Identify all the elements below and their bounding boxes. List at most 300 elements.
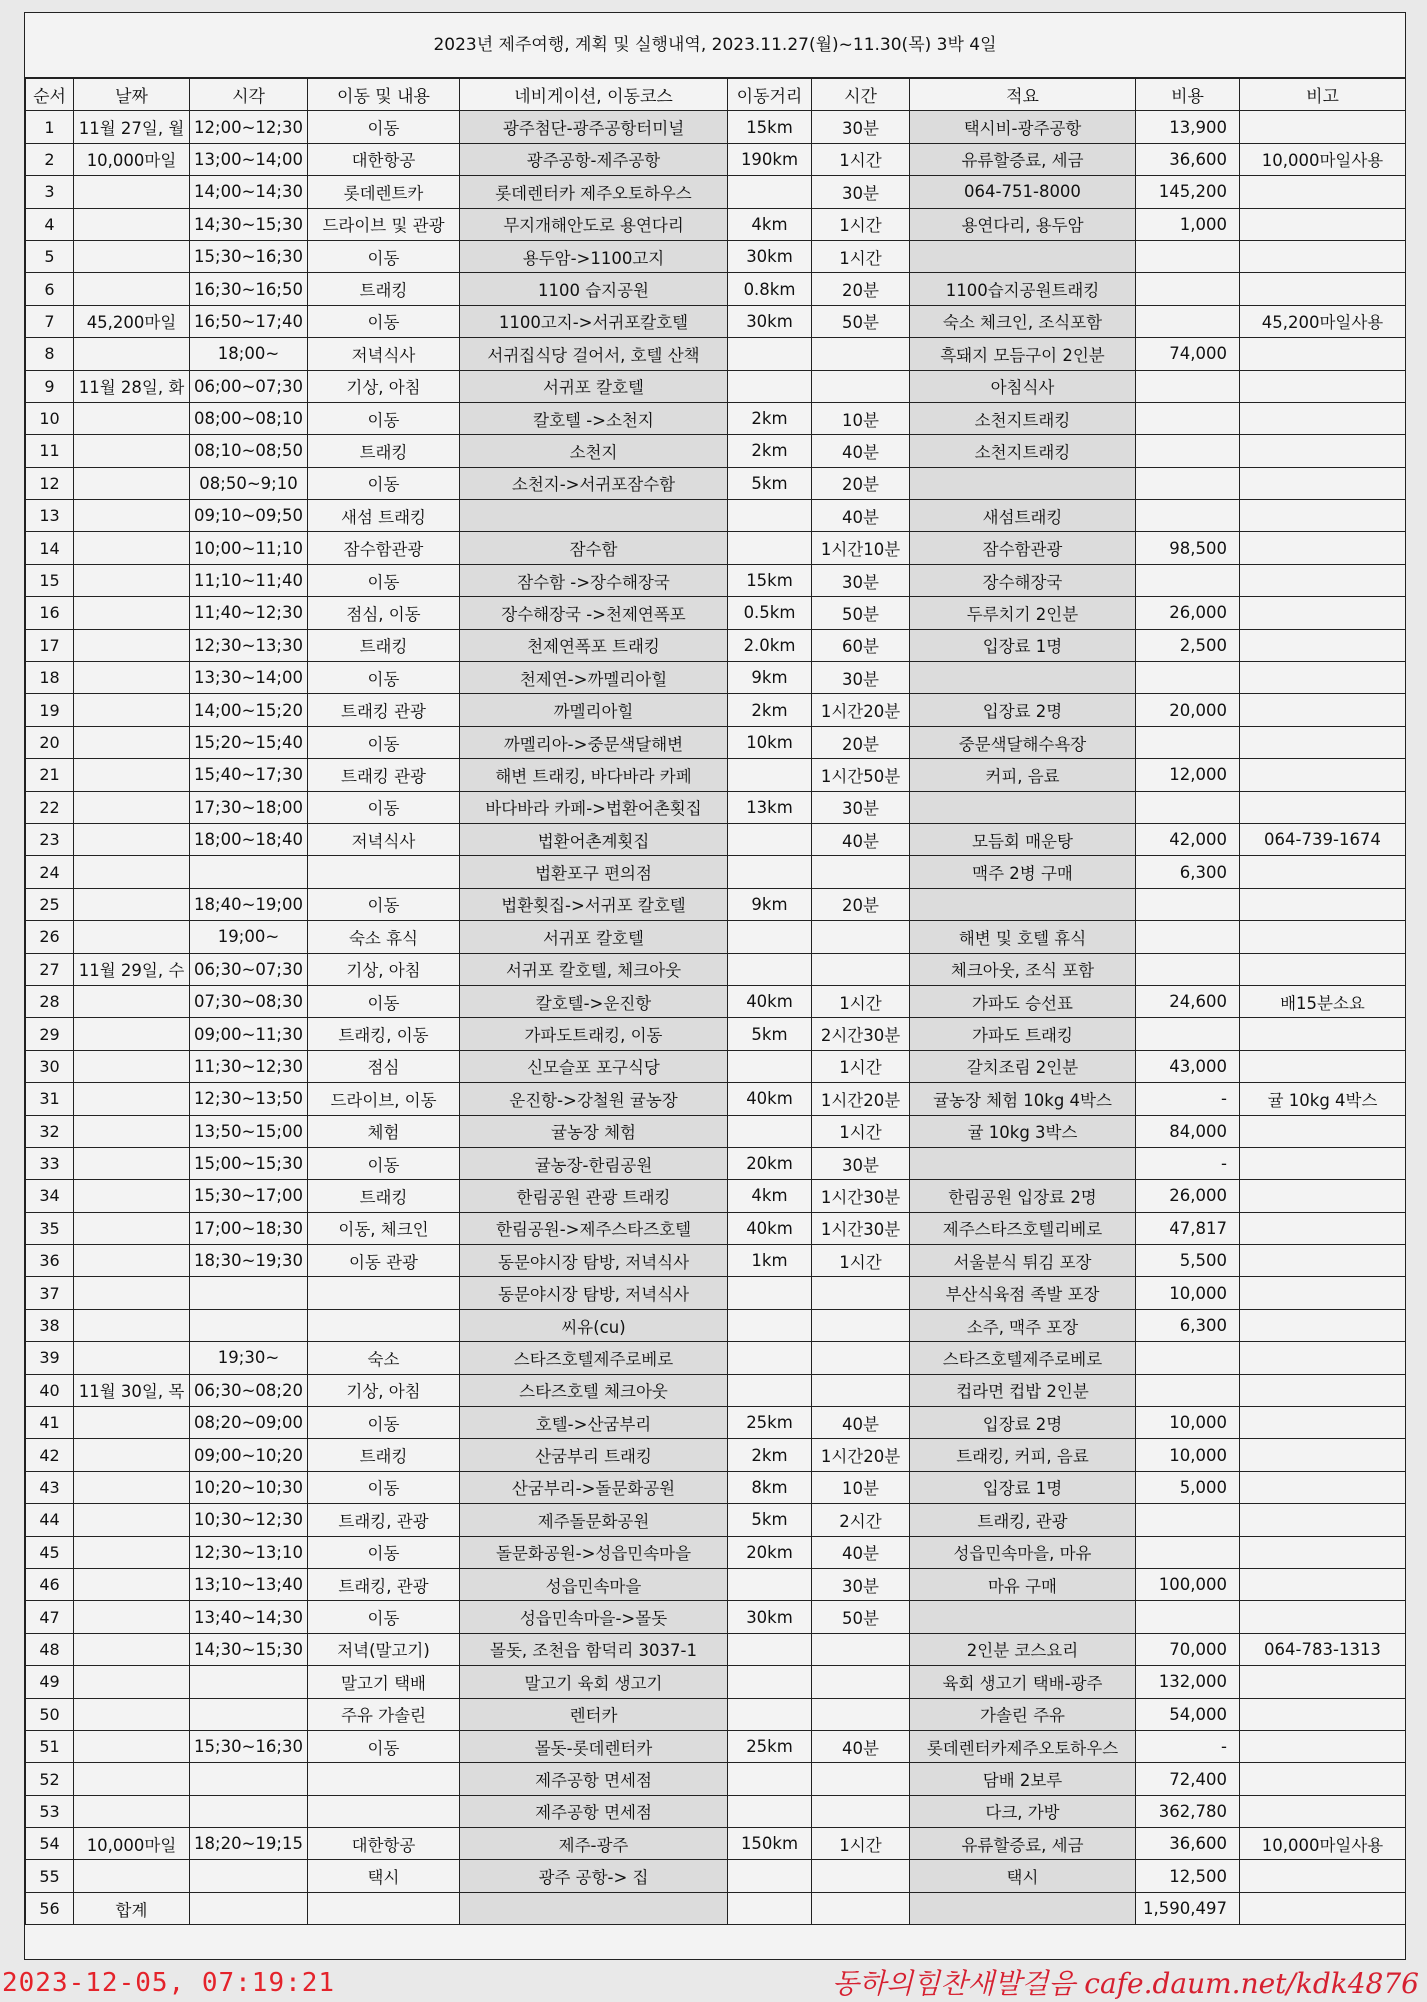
table-row	[26, 1050, 1406, 1082]
cell-cost	[1136, 921, 1240, 953]
cell-duration: 1시간	[812, 1245, 910, 1277]
table-row	[26, 1860, 1406, 1892]
cell-time: 14;30~15;30	[190, 1633, 308, 1665]
cell-activity: 이동 관광	[308, 1245, 460, 1277]
cell-time: 18;30~19;30	[190, 1245, 308, 1277]
cell-note: 체크아웃, 조식 포함	[910, 953, 1136, 985]
cell-cost: 54,000	[1136, 1698, 1240, 1730]
cell-distance: 20km	[728, 1147, 812, 1179]
cell-seq: 10	[26, 402, 74, 434]
cell-remark	[1240, 402, 1406, 434]
cell-remark	[1240, 1763, 1406, 1795]
table-row	[26, 1504, 1406, 1536]
cell-note	[910, 240, 1136, 272]
watermark-credit: 동하의힘찬새발걸음 cafe.daum.net/kdk4876	[831, 1967, 1419, 2000]
cell-distance: 15km	[728, 111, 812, 143]
cell-date: 11월 30일, 목	[74, 1374, 190, 1406]
cell-remark	[1240, 1147, 1406, 1179]
table-row	[26, 953, 1406, 985]
cell-cost	[1136, 888, 1240, 920]
cell-date	[74, 208, 190, 240]
cell-activity	[308, 1309, 460, 1341]
cell-cost: 6,300	[1136, 856, 1240, 888]
cell-activity: 트래킹	[308, 273, 460, 305]
cell-duration: 40분	[812, 823, 910, 855]
cell-activity: 새섬 트래킹	[308, 500, 460, 532]
cell-nav: 칼호텔 ->소천지	[460, 402, 728, 434]
cell-distance: 5km	[728, 467, 812, 499]
cell-cost: 26,000	[1136, 1180, 1240, 1212]
cell-duration: 20분	[812, 726, 910, 758]
cell-date	[74, 273, 190, 305]
cell-time: 08;20~09;00	[190, 1407, 308, 1439]
cell-duration: 1시간30분	[812, 1212, 910, 1244]
photo-timestamp: 2023-12-05, 07:19:21	[2, 1968, 336, 1998]
itinerary-table	[25, 78, 1406, 1925]
cell-seq: 37	[26, 1277, 74, 1309]
cell-distance: 9km	[728, 662, 812, 694]
cell-note: 담배 2보루	[910, 1763, 1136, 1795]
cell-distance: 2.0km	[728, 629, 812, 661]
cell-distance: 4km	[728, 208, 812, 240]
table-row	[26, 273, 1406, 305]
column-header-note: 적요	[910, 79, 1136, 111]
cell-activity: 트래킹	[308, 629, 460, 661]
cell-time	[190, 1763, 308, 1795]
cell-cost	[1136, 1342, 1240, 1374]
cell-duration: 40분	[812, 1407, 910, 1439]
table-row	[26, 532, 1406, 564]
cell-note: 서울분식 튀김 포장	[910, 1245, 1136, 1277]
cell-remark	[1240, 1374, 1406, 1406]
cell-note: 갈치조림 2인분	[910, 1050, 1136, 1082]
cell-cost: 72,400	[1136, 1763, 1240, 1795]
cell-remark	[1240, 1212, 1406, 1244]
cell-nav: 몰돗, 조천읍 함덕리 3037-1	[460, 1633, 728, 1665]
cell-time: 13;30~14;00	[190, 662, 308, 694]
cell-remark	[1240, 564, 1406, 596]
cell-note	[910, 1147, 1136, 1179]
cell-duration: 1시간	[812, 1828, 910, 1860]
cell-time: 12;00~12;30	[190, 111, 308, 143]
table-row	[26, 791, 1406, 823]
cell-cost	[1136, 791, 1240, 823]
cell-date	[74, 985, 190, 1017]
cell-duration: 1시간	[812, 1115, 910, 1147]
cell-activity: 이동	[308, 111, 460, 143]
cell-date	[74, 856, 190, 888]
cell-time: 18;40~19;00	[190, 888, 308, 920]
cell-activity: 이동	[308, 1407, 460, 1439]
cell-activity: 트래킹, 관광	[308, 1504, 460, 1536]
cell-seq: 5	[26, 240, 74, 272]
cell-remark: 배15분소요	[1240, 985, 1406, 1017]
cell-cost: 84,000	[1136, 1115, 1240, 1147]
cell-date: 11월 27일, 월	[74, 111, 190, 143]
cell-date	[74, 1471, 190, 1503]
cell-duration: 30분	[812, 662, 910, 694]
table-row	[26, 1309, 1406, 1341]
cell-note: 해변 및 호텔 휴식	[910, 921, 1136, 953]
cell-seq: 44	[26, 1504, 74, 1536]
cell-cost: 5,500	[1136, 1245, 1240, 1277]
cell-nav: 제주공항 면세점	[460, 1795, 728, 1827]
cell-duration: 40분	[812, 500, 910, 532]
cell-distance	[728, 823, 812, 855]
cell-seq: 54	[26, 1828, 74, 1860]
cell-time: 17;30~18;00	[190, 791, 308, 823]
cell-nav: 용두암->1100고지	[460, 240, 728, 272]
cell-date	[74, 402, 190, 434]
cell-remark	[1240, 694, 1406, 726]
table-row	[26, 597, 1406, 629]
table-row	[26, 823, 1406, 855]
cell-activity: 기상, 아침	[308, 370, 460, 402]
cell-activity	[308, 1277, 460, 1309]
cell-distance: 10km	[728, 726, 812, 758]
cell-note: 마유 구매	[910, 1568, 1136, 1600]
cell-distance: 40km	[728, 985, 812, 1017]
cell-nav: 천제연폭포 트래킹	[460, 629, 728, 661]
cell-activity: 저녁식사	[308, 823, 460, 855]
cell-remark	[1240, 500, 1406, 532]
cell-cost: 1,000	[1136, 208, 1240, 240]
table-row	[26, 1763, 1406, 1795]
cell-nav	[460, 1892, 728, 1924]
table-row	[26, 694, 1406, 726]
cell-time: 10;20~10;30	[190, 1471, 308, 1503]
cell-time: 06;30~07;30	[190, 953, 308, 985]
cell-nav: 귤농장 체험	[460, 1115, 728, 1147]
table-row	[26, 1666, 1406, 1698]
cell-cost: 20,000	[1136, 694, 1240, 726]
cell-seq: 15	[26, 564, 74, 596]
cell-nav: 장수해장국 ->천제연폭포	[460, 597, 728, 629]
cell-time: 09;00~11;30	[190, 1018, 308, 1050]
cell-distance	[728, 1698, 812, 1730]
cell-seq: 45	[26, 1536, 74, 1568]
cell-seq: 29	[26, 1018, 74, 1050]
cell-nav: 소천지	[460, 435, 728, 467]
cell-seq: 9	[26, 370, 74, 402]
cell-cost	[1136, 662, 1240, 694]
cell-date	[74, 1536, 190, 1568]
cell-cost: -	[1136, 1083, 1240, 1115]
cell-cost: 2,500	[1136, 629, 1240, 661]
cell-date	[74, 1050, 190, 1082]
cell-cost: 145,200	[1136, 176, 1240, 208]
table-row	[26, 1828, 1406, 1860]
cell-cost	[1136, 370, 1240, 402]
cell-distance	[728, 1892, 812, 1924]
cell-remark	[1240, 1245, 1406, 1277]
cell-time: 09;00~10;20	[190, 1439, 308, 1471]
cell-remark	[1240, 176, 1406, 208]
cell-cost: -	[1136, 1730, 1240, 1762]
cell-distance: 2km	[728, 694, 812, 726]
cell-cost: 12,000	[1136, 759, 1240, 791]
table-row	[26, 1180, 1406, 1212]
cell-nav: 렌터카	[460, 1698, 728, 1730]
cell-duration	[812, 370, 910, 402]
cell-cost	[1136, 240, 1240, 272]
table-row	[26, 1698, 1406, 1730]
cell-cost	[1136, 726, 1240, 758]
cell-remark	[1240, 1860, 1406, 1892]
cell-nav: 귤농장-한림공원	[460, 1147, 728, 1179]
cell-time: 18;00~	[190, 338, 308, 370]
cell-activity: 이동	[308, 1471, 460, 1503]
cell-seq: 14	[26, 532, 74, 564]
sheet-title: 2023년 제주여행, 계획 및 실행내역, 2023.11.27(월)~11.30(목) 3박 4일	[25, 13, 1405, 78]
cell-date	[74, 1504, 190, 1536]
table-row	[26, 176, 1406, 208]
table-row	[26, 888, 1406, 920]
table-row	[26, 1568, 1406, 1600]
cell-duration: 30분	[812, 1147, 910, 1179]
cell-duration	[812, 1374, 910, 1406]
cell-remark	[1240, 1439, 1406, 1471]
cell-duration: 1시간30분	[812, 1180, 910, 1212]
cell-seq: 38	[26, 1309, 74, 1341]
cell-duration: 2시간	[812, 1504, 910, 1536]
cell-remark	[1240, 856, 1406, 888]
cell-activity: 이동	[308, 1601, 460, 1633]
cell-remark	[1240, 467, 1406, 499]
cell-duration	[812, 1277, 910, 1309]
cell-date	[74, 1180, 190, 1212]
cell-note: 부산식육점 족발 포장	[910, 1277, 1136, 1309]
cell-remark	[1240, 888, 1406, 920]
cell-remark	[1240, 953, 1406, 985]
cell-distance: 0.5km	[728, 597, 812, 629]
column-header-seq: 순서	[26, 79, 74, 111]
cell-note: 소주, 맥주 포장	[910, 1309, 1136, 1341]
cell-seq: 34	[26, 1180, 74, 1212]
cell-date	[74, 694, 190, 726]
cell-nav: 광주첨단-광주공항터미널	[460, 111, 728, 143]
cell-activity: 롯데렌트카	[308, 176, 460, 208]
cell-nav: 한림공원->제주스타즈호텔	[460, 1212, 728, 1244]
cell-activity: 택시	[308, 1860, 460, 1892]
cell-duration	[812, 856, 910, 888]
cell-duration: 60분	[812, 629, 910, 661]
cell-duration	[812, 1795, 910, 1827]
cell-date	[74, 1763, 190, 1795]
cell-date	[74, 1439, 190, 1471]
cell-time	[190, 1860, 308, 1892]
cell-activity: 이동	[308, 726, 460, 758]
cell-time: 13;40~14;30	[190, 1601, 308, 1633]
cell-seq: 42	[26, 1439, 74, 1471]
cell-cost	[1136, 564, 1240, 596]
cell-nav: 스타즈호텔제주로베로	[460, 1342, 728, 1374]
column-header-distance: 이동거리	[728, 79, 812, 111]
cell-note: 유류할증료, 세금	[910, 1828, 1136, 1860]
cell-activity: 이동	[308, 467, 460, 499]
cell-duration	[812, 1666, 910, 1698]
cell-time: 18;20~19;15	[190, 1828, 308, 1860]
cell-time: 08;00~08;10	[190, 402, 308, 434]
cell-duration: 30분	[812, 176, 910, 208]
cell-time: 15;00~15;30	[190, 1147, 308, 1179]
column-header-remark: 비고	[1240, 79, 1406, 111]
cell-remark	[1240, 1601, 1406, 1633]
cell-distance	[728, 1309, 812, 1341]
cell-remark	[1240, 629, 1406, 661]
cell-date	[74, 1309, 190, 1341]
cell-nav: 제주-광주	[460, 1828, 728, 1860]
cell-seq: 35	[26, 1212, 74, 1244]
cell-note: 소천지트래킹	[910, 402, 1136, 434]
cell-time	[190, 1666, 308, 1698]
cell-time: 18;00~18;40	[190, 823, 308, 855]
cell-cost: 12,500	[1136, 1860, 1240, 1892]
cell-cost: 362,780	[1136, 1795, 1240, 1827]
cell-activity: 트래킹	[308, 1439, 460, 1471]
table-row	[26, 402, 1406, 434]
table-row	[26, 1536, 1406, 1568]
cell-seq: 19	[26, 694, 74, 726]
cell-seq: 53	[26, 1795, 74, 1827]
cell-note: 입장료 2명	[910, 694, 1136, 726]
cell-seq: 18	[26, 662, 74, 694]
cell-cost	[1136, 467, 1240, 499]
cell-remark	[1240, 1568, 1406, 1600]
cell-activity: 이동	[308, 888, 460, 920]
cell-duration: 40분	[812, 1536, 910, 1568]
cell-duration: 30분	[812, 111, 910, 143]
cell-seq: 31	[26, 1083, 74, 1115]
cell-activity: 트래킹 관광	[308, 694, 460, 726]
cell-date	[74, 1407, 190, 1439]
cell-time: 16;50~17;40	[190, 305, 308, 337]
cell-time: 14;00~15;20	[190, 694, 308, 726]
cell-distance: 5km	[728, 1018, 812, 1050]
itinerary-sheet	[24, 12, 1406, 1960]
cell-time: 14;00~14;30	[190, 176, 308, 208]
cell-seq: 41	[26, 1407, 74, 1439]
cell-date	[74, 564, 190, 596]
cell-activity: 드라이브 및 관광	[308, 208, 460, 240]
cell-remark: 10,000마일사용	[1240, 1828, 1406, 1860]
cell-seq: 33	[26, 1147, 74, 1179]
cell-activity: 트래킹, 관광	[308, 1568, 460, 1600]
cell-date	[74, 338, 190, 370]
cell-activity: 기상, 아침	[308, 953, 460, 985]
column-header-date: 날짜	[74, 79, 190, 111]
cell-cost	[1136, 435, 1240, 467]
cell-time	[190, 1309, 308, 1341]
cell-activity	[308, 856, 460, 888]
cell-note: 잠수함관광	[910, 532, 1136, 564]
cell-time: 08;50~9;10	[190, 467, 308, 499]
cell-distance	[728, 1277, 812, 1309]
cell-distance: 2km	[728, 402, 812, 434]
cell-duration	[812, 1342, 910, 1374]
cell-seq: 55	[26, 1860, 74, 1892]
cell-nav: 까멜리아힐	[460, 694, 728, 726]
table-row	[26, 1212, 1406, 1244]
table-row	[26, 111, 1406, 143]
cell-note: 가파도 트래킹	[910, 1018, 1136, 1050]
cell-remark: 45,200마일사용	[1240, 305, 1406, 337]
cell-nav: 호텔->산굼부리	[460, 1407, 728, 1439]
cell-note: 용연다리, 용두암	[910, 208, 1136, 240]
cell-remark	[1240, 532, 1406, 564]
cell-date	[74, 532, 190, 564]
cell-note: 다크, 가방	[910, 1795, 1136, 1827]
cell-remark	[1240, 111, 1406, 143]
cell-note: 롯데렌터카제주오토하우스	[910, 1730, 1136, 1762]
cell-seq: 27	[26, 953, 74, 985]
cell-nav: 1100 습지공원	[460, 273, 728, 305]
cell-time: 11;40~12;30	[190, 597, 308, 629]
cell-duration: 10분	[812, 402, 910, 434]
cell-seq: 13	[26, 500, 74, 532]
cell-remark	[1240, 1407, 1406, 1439]
cell-nav: 스타즈호텔 체크아웃	[460, 1374, 728, 1406]
cell-duration: 50분	[812, 305, 910, 337]
column-header-duration: 시간	[812, 79, 910, 111]
table-row	[26, 370, 1406, 402]
cell-duration	[812, 1309, 910, 1341]
cell-duration	[812, 921, 910, 953]
cell-distance: 30km	[728, 1601, 812, 1633]
cell-nav: 서귀포 칼호텔	[460, 370, 728, 402]
cell-distance: 1km	[728, 1245, 812, 1277]
cell-note: 중문색달해수욕장	[910, 726, 1136, 758]
cell-duration	[812, 1698, 910, 1730]
cell-activity: 점심	[308, 1050, 460, 1082]
cell-remark	[1240, 338, 1406, 370]
cell-note: 컵라면 컵밥 2인분	[910, 1374, 1136, 1406]
cell-note: 육회 생고기 택배-광주	[910, 1666, 1136, 1698]
cell-distance: 2km	[728, 435, 812, 467]
cell-date	[74, 240, 190, 272]
column-header-cost: 비용	[1136, 79, 1240, 111]
cell-remark	[1240, 370, 1406, 402]
cell-distance	[728, 759, 812, 791]
cell-seq: 46	[26, 1568, 74, 1600]
cell-duration: 50분	[812, 597, 910, 629]
cell-remark	[1240, 1309, 1406, 1341]
cell-seq: 39	[26, 1342, 74, 1374]
cell-cost: 36,600	[1136, 143, 1240, 175]
cell-note: 두루치기 2인분	[910, 597, 1136, 629]
cell-note	[910, 1601, 1136, 1633]
cell-distance: 20km	[728, 1536, 812, 1568]
table-row	[26, 467, 1406, 499]
cell-note: 택시	[910, 1860, 1136, 1892]
table-body	[26, 111, 1406, 1925]
cell-distance	[728, 1633, 812, 1665]
cell-nav: 한림공원 관광 트래킹	[460, 1180, 728, 1212]
cell-cost: 6,300	[1136, 1309, 1240, 1341]
cell-seq: 22	[26, 791, 74, 823]
cell-seq: 1	[26, 111, 74, 143]
cell-duration: 20분	[812, 273, 910, 305]
cell-duration: 30분	[812, 1568, 910, 1600]
cell-duration: 1시간20분	[812, 694, 910, 726]
cell-nav: 광주 공항-> 집	[460, 1860, 728, 1892]
cell-activity: 저녁(말고기)	[308, 1633, 460, 1665]
cell-remark	[1240, 597, 1406, 629]
cell-date	[74, 1633, 190, 1665]
header-row	[26, 79, 1406, 111]
table-row	[26, 1245, 1406, 1277]
cell-seq: 20	[26, 726, 74, 758]
